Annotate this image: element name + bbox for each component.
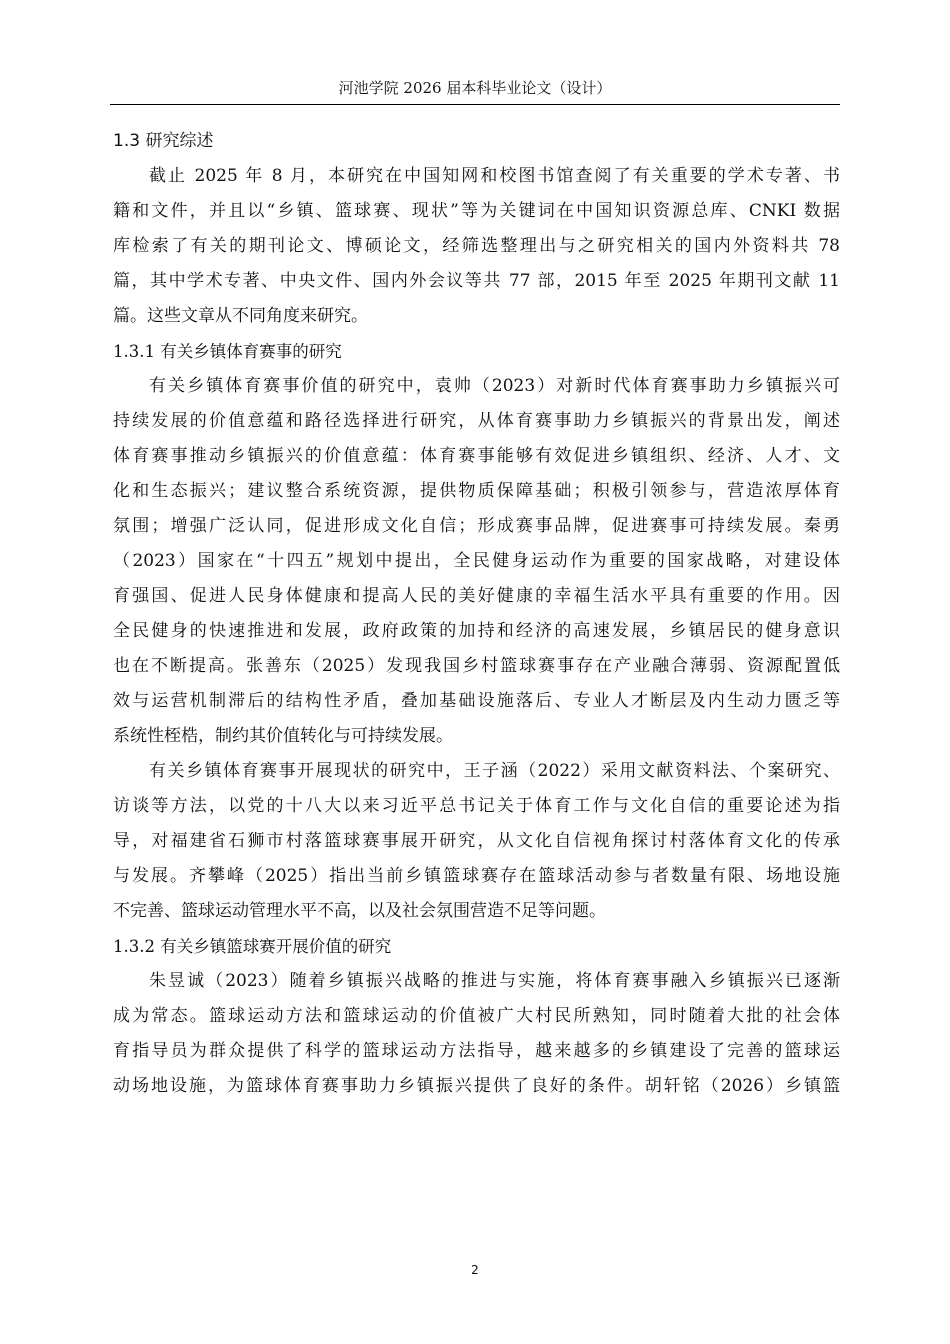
text-line: 导，对福建省石狮市村落篮球赛事展开研究，从文化自信视角探讨村落体育文化的传承 [113, 831, 840, 851]
text-line: 库检索了有关的期刊论文、博硕论文，经筛选整理出与之研究相关的国内外资料共 78 [113, 236, 840, 256]
text-line: 篇。这些文章从不同角度来研究。 [113, 306, 368, 326]
text-line: 也在不断提高。张善东（2025）发现我国乡村篮球赛事存在产业融合薄弱、资源配置低 [113, 656, 840, 676]
text-line: 篇，其中学术专著、中央文件、国内外会议等共 77 部，2015 年至 2025 年期刊文献 11 [113, 271, 840, 291]
subsection-heading: 1.3.1 有关乡镇体育赛事的研究 [113, 342, 342, 361]
text-line: （2023）国家在“十四五”规划中提出，全民健身运动作为重要的国家战略，对建设体 [113, 551, 840, 571]
header-rule [110, 104, 840, 105]
text-line: 氛围；增强广泛认同，促进形成文化自信；形成赛事品牌，促进赛事可持续发展。秦勇 [113, 516, 840, 536]
text-line: 体育赛事推动乡镇振兴的价值意蕴：体育赛事能够有效促进乡镇组织、经济、人才、文 [113, 446, 840, 466]
page-number: 2 [471, 1263, 479, 1277]
text-line: 持续发展的价值意蕴和路径选择进行研究，从体育赛事助力乡镇振兴的背景出发，阐述 [113, 411, 840, 431]
text-line: 育指导员为群众提供了科学的篮球运动方法指导，越来越多的乡镇建设了完善的篮球运 [113, 1041, 840, 1061]
text-line: 动场地设施，为篮球体育赛事助力乡镇振兴提供了良好的条件。胡轩铭（2026）乡镇篮 [113, 1076, 840, 1096]
text-line: 系统性桎梏，制约其价值转化与可持续发展。 [113, 726, 453, 746]
text-line: 有关乡镇体育赛事价值的研究中，袁帅（2023）对新时代体育赛事助力乡镇振兴可 [149, 376, 840, 396]
text-line: 育强国、促进人民身体健康和提高人民的美好健康的幸福生活水平具有重要的作用。因 [113, 586, 840, 606]
body-text [113, 124, 840, 1104]
text-line: 不完善、篮球运动管理水平不高，以及社会氛围营造不足等问题。 [113, 901, 606, 921]
text-line: 有关乡镇体育赛事开展现状的研究中，王子涵（2022）采用文献资料法、个案研究、 [149, 761, 840, 781]
text-line: 访谈等方法，以党的十八大以来习近平总书记关于体育工作与文化自信的重要论述为指 [113, 796, 840, 816]
text-line: 全民健身的快速推进和发展，政府政策的加持和经济的高速发展，乡镇居民的健身意识 [113, 621, 840, 641]
subsection-heading: 1.3.2 有关乡镇篮球赛开展价值的研究 [113, 937, 392, 956]
text-line: 效与运营机制滞后的结构性矛盾，叠加基础设施落后、专业人才断层及内生动力匮乏等 [113, 691, 840, 711]
section-heading: 1.3 研究综述 [113, 131, 214, 151]
text-line: 与发展。齐攀峰（2025）指出当前乡镇篮球赛存在篮球活动参与者数量有限、场地设施 [113, 866, 840, 886]
text-line: 化和生态振兴；建议整合系统资源，提供物质保障基础；积极引领参与，营造浓厚体育 [113, 481, 840, 501]
text-line: 截止 2025 年 8 月，本研究在中国知网和校图书馆查阅了有关重要的学术专著、书 [149, 166, 840, 186]
text-line: 籍和文件，并且以“乡镇、篮球赛、现状”等为关键词在中国知识资源总库、CNKI 数据 [113, 201, 840, 221]
text-line: 朱昱诚（2023）随着乡镇振兴战略的推进与实施，将体育赛事融入乡镇振兴已逐渐 [149, 971, 840, 991]
text-line: 成为常态。篮球运动方法和篮球运动的价值被广大村民所熟知，同时随着大批的社会体 [113, 1006, 840, 1026]
running-header: 河池学院 2026 届本科毕业论文（设计） [338, 79, 612, 97]
